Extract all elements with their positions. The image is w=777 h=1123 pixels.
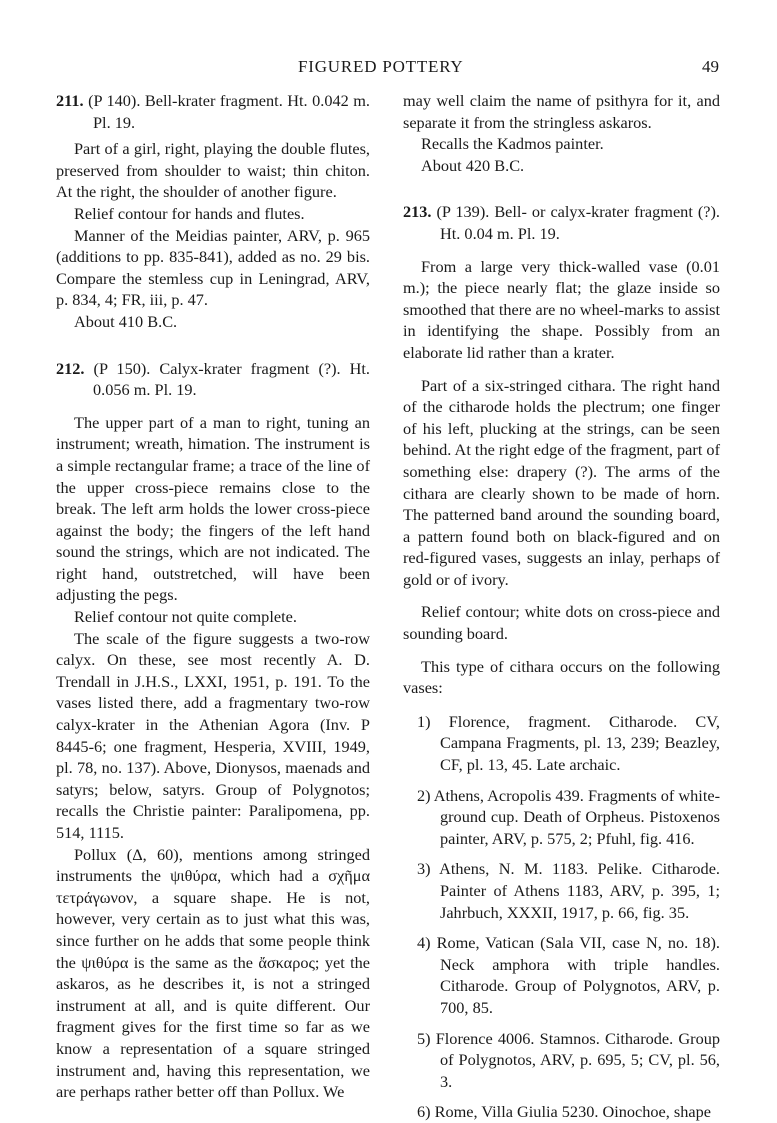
- vase-list: [403, 711, 720, 1123]
- entry-212-heading: [56, 358, 370, 401]
- page-number: 49: [702, 57, 719, 76]
- entry-212-number: 212.: [56, 358, 85, 378]
- entry-211-attribution: Manner of the Meidias painter, ARV, p. 965 (additions to pp. 835-841), added as no. 29 bis. Compare the stemless cup in Leningrad, ARV, p. 834, 4; FR, iii, p. 47.: [56, 225, 370, 310]
- entry-212-date: About 420 B.C.: [421, 155, 525, 175]
- entry-212-comparison: The scale of the figure suggests a two-row calyx. On these, see most recently A. D. Trendall in J.H.S., LXXI, 1951, p. 191. To the vases listed there, add a fragmentary two-row calyx-krater in the Athenian Agora (Inv. P 8445-6; one fragment, Hesperia, XVIII, 1949, pl. 78, no. 137). Above, Dionysos, maenads and satyrs; below, satyrs. Group of Polygnotos; recalls the Christie painter: Paralipomena, pp. 514, 1115.: [56, 628, 370, 842]
- list-item: 1) Florence, fragment. Citharode. CV, Campana Fragments, pl. 13, 239; Beazley, CF, pl. 13, 45. Late archaic.: [417, 711, 720, 775]
- entry-211-number: 211.: [56, 91, 84, 110]
- running-header: [0, 57, 777, 79]
- entry-213-description: From a large very thick-walled vase (0.01 m.); the piece nearly flat; the glaze inside so smoothed that there are no wheel-marks to assist in identifying the shape. Possibly from an elaborate lid rather than a krater.: [403, 256, 720, 362]
- entry-212-attribution: Recalls the Kadmos painter.: [421, 134, 604, 154]
- list-item: 6) Rome, Villa Giulia 5230. Oinochoe, shape: [417, 1102, 711, 1122]
- left-column: [56, 90, 370, 1103]
- entry-212-discussion: Pollux (Δ, 60), mentions among stringed instruments the ψιθύρα, which had a σχῆμα τετράγωνον, a square shape. He is not, however, very certain as to just what this was, since further on he adds that some people think the ψιθύρα is the same as the ἄσκαρος; yet the askaros, as he describes it, is not a stringed instrument at all, and is quite different. Our fragment gives for the first time so far as we know a representation of a square stringed instrument and, having this representation, we are perhaps rather better off than Pollux. We: [56, 844, 370, 1102]
- list-item: 5) Florence 4006. Stamnos. Citharode. Group of Polygnotos, ARV, p. 695, 5; CV, pl. 56, 3.: [417, 1028, 720, 1091]
- running-title: FIGURED POTTERY: [298, 57, 464, 76]
- entry-213-title: (P 139). Bell- or calyx-krater fragment (?). Ht. 0.04 m. Pl. 19.: [436, 202, 720, 243]
- entry-211-technique: Relief contour for hands and flutes.: [74, 203, 305, 223]
- entry-212-technique: Relief contour not quite complete.: [74, 607, 297, 627]
- entry-213-list-intro: This type of cithara occurs on the following vases:: [403, 656, 720, 698]
- entry-213-heading: [403, 201, 720, 244]
- list-item: 3) Athens, N. M. 1183. Pelike. Citharode. Painter of Athens 1183, ARV, p. 395, 1; Jahrbuch, XXXII, 1917, p. 66, fig. 35.: [417, 859, 720, 922]
- entry-213-technique: Relief contour; white dots on cross-piece and sounding board.: [403, 602, 720, 644]
- right-column: [403, 90, 720, 1123]
- entry-212-continuation: may well claim the name of psithyra for it, and separate it from the stringless askaros.: [403, 91, 720, 132]
- entry-213-number: 213.: [403, 202, 432, 222]
- entry-211-title: (P 140). Bell-krater fragment. Ht. 0.042 m. Pl. 19.: [88, 91, 370, 132]
- entry-211-date: About 410 B.C.: [74, 311, 178, 331]
- list-item: 4) Rome, Vatican (Sala VII, case N, no. 18). Neck amphora with triple handles. Citharode. Group of Polygnotos, ARV, p. 700, 85.: [417, 933, 720, 1017]
- entry-213-subject: Part of a six-stringed cithara. The right hand of the citharode holds the plectrum; one finger of his left, plucking at the strings, can be seen behind. At the right edge of the fragment, part of something else: drapery (?). The arms of the cithara are clearly shown to be made of horn. The patterned band around the sounding board, a pattern found both on black-figured and on red-figured vases, suggests an inlay, perhaps of gold or of ivory.: [403, 375, 720, 589]
- entry-212-title: (P 150). Calyx-krater fragment (?). Ht. 0.056 m. Pl. 19.: [93, 358, 370, 400]
- list-item: 2) Athens, Acropolis 439. Fragments of white-ground cup. Death of Orpheus. Pistoxenos painter, ARV, p. 575, 2; Pfuhl, fig. 416.: [417, 785, 720, 848]
- entry-212-description: The upper part of a man to right, tuning an instrument; wreath, himation. The instrument is a simple rectangular frame; a trace of the line of the upper cross-piece remains close to the break. The left arm holds the lower cross-piece against the body; the fingers of the left hand sound the strings, which are not indicated. The right hand, outstretched, will have been adjusting the pegs.: [56, 412, 370, 605]
- entry-211-heading: [56, 90, 370, 133]
- entry-211-description: Part of a girl, right, playing the double flutes, preserved from shoulder to waist; thin chiton. At the right, the shoulder of another figure.: [56, 139, 370, 202]
